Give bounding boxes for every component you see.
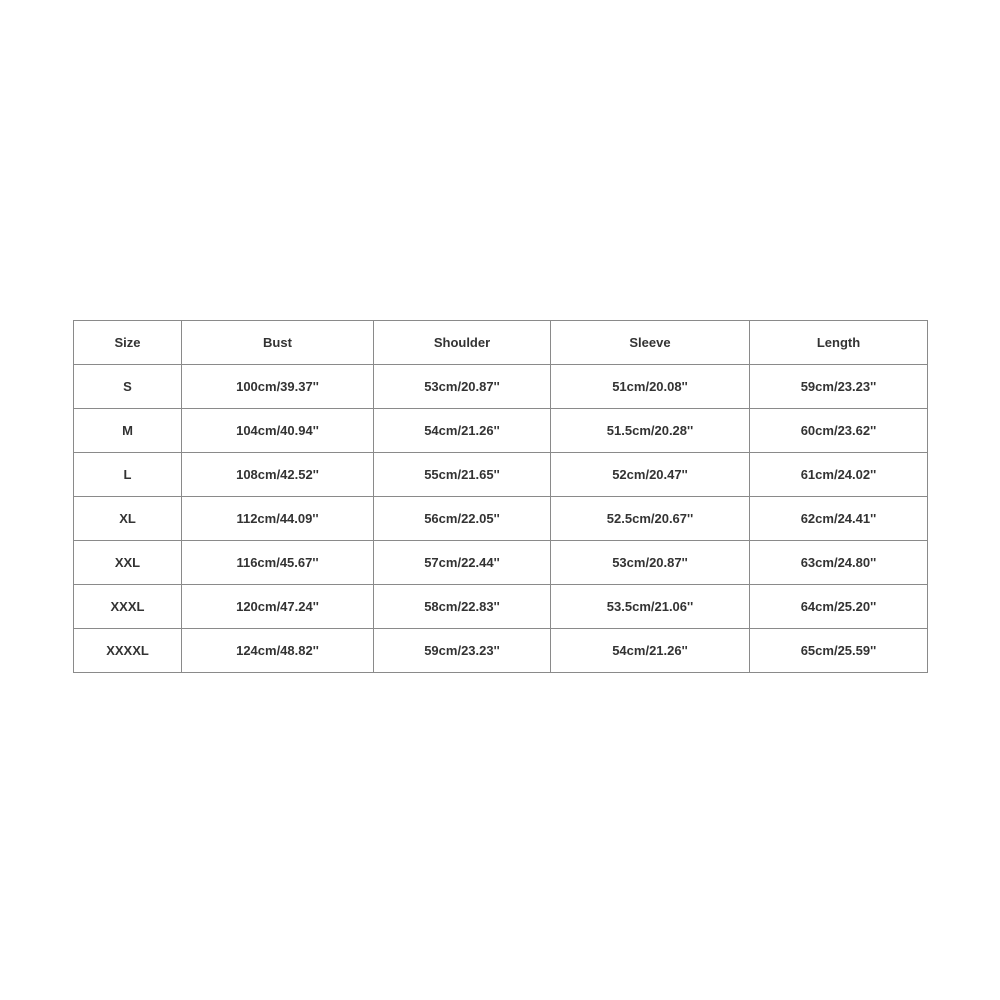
table-row [74, 585, 928, 629]
table-row [74, 541, 928, 585]
header-bust: Bust [182, 321, 374, 365]
header-length: Length [750, 321, 928, 365]
table-row [74, 629, 928, 673]
cell-sleeve: 52cm/20.47'' [551, 453, 750, 497]
cell-bust: 116cm/45.67'' [182, 541, 374, 585]
cell-sleeve: 51cm/20.08'' [551, 365, 750, 409]
cell-length: 65cm/25.59'' [750, 629, 928, 673]
cell-size: XXXXL [74, 629, 182, 673]
cell-sleeve: 51.5cm/20.28'' [551, 409, 750, 453]
cell-length: 59cm/23.23'' [750, 365, 928, 409]
table-row [74, 365, 928, 409]
cell-sleeve: 53cm/20.87'' [551, 541, 750, 585]
cell-bust: 112cm/44.09'' [182, 497, 374, 541]
cell-shoulder: 59cm/23.23'' [374, 629, 551, 673]
table-header-row [74, 321, 928, 365]
cell-bust: 108cm/42.52'' [182, 453, 374, 497]
cell-length: 60cm/23.62'' [750, 409, 928, 453]
cell-sleeve: 53.5cm/21.06'' [551, 585, 750, 629]
cell-shoulder: 53cm/20.87'' [374, 365, 551, 409]
cell-length: 63cm/24.80'' [750, 541, 928, 585]
cell-length: 62cm/24.41'' [750, 497, 928, 541]
cell-shoulder: 57cm/22.44'' [374, 541, 551, 585]
cell-shoulder: 54cm/21.26'' [374, 409, 551, 453]
cell-size: XXXL [74, 585, 182, 629]
cell-size: L [74, 453, 182, 497]
cell-shoulder: 55cm/21.65'' [374, 453, 551, 497]
cell-size: XL [74, 497, 182, 541]
table-row [74, 497, 928, 541]
cell-size: XXL [74, 541, 182, 585]
cell-bust: 124cm/48.82'' [182, 629, 374, 673]
header-shoulder: Shoulder [374, 321, 551, 365]
cell-shoulder: 58cm/22.83'' [374, 585, 551, 629]
cell-sleeve: 52.5cm/20.67'' [551, 497, 750, 541]
cell-size: M [74, 409, 182, 453]
table-row [74, 409, 928, 453]
table-row [74, 453, 928, 497]
header-sleeve: Sleeve [551, 321, 750, 365]
cell-bust: 100cm/39.37'' [182, 365, 374, 409]
cell-size: S [74, 365, 182, 409]
cell-sleeve: 54cm/21.26'' [551, 629, 750, 673]
cell-bust: 104cm/40.94'' [182, 409, 374, 453]
header-size: Size [74, 321, 182, 365]
cell-shoulder: 56cm/22.05'' [374, 497, 551, 541]
cell-bust: 120cm/47.24'' [182, 585, 374, 629]
cell-length: 64cm/25.20'' [750, 585, 928, 629]
size-chart-table [73, 320, 928, 673]
cell-length: 61cm/24.02'' [750, 453, 928, 497]
